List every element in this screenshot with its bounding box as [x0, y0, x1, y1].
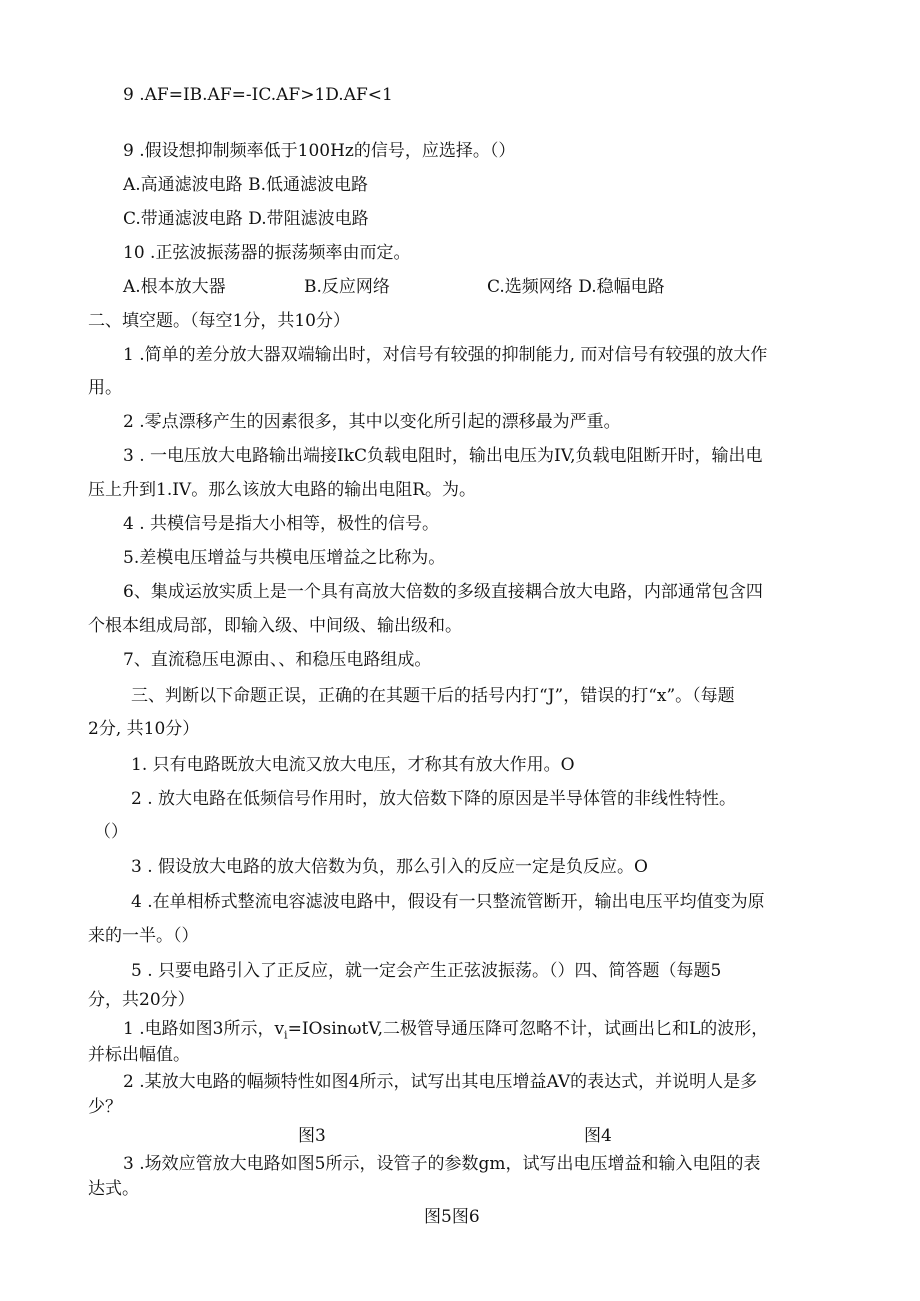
section-3-title-line-2: 2分, 共10分） — [88, 719, 200, 739]
section-3-title-line-1: 三、判断以下命题正误，正确的在其题干后的括号内打“J”，错误的打“x”。（每题 — [131, 686, 735, 706]
short-answer-2-line-1: 2 .某放大电路的幅频特性如图4所示，试写出其电压增益AV的表达式，并说明人是多 — [123, 1072, 758, 1092]
question-10: 10 .正弦波振荡器的振荡频率由而定。 — [123, 243, 411, 263]
short-answer-3-line-1: 3 .场效应管放大电路如图5所示，设管子的参数gm，试写出电压增益和输入电阻的表 — [123, 1154, 761, 1174]
question-10-option-a: A.根本放大器 — [123, 277, 226, 297]
fill-2: 2 .零点漂移产生的因素很多，其中以变化所引起的漂移最为严重。 — [123, 412, 621, 432]
judge-5-line-2: 分，共20分） — [88, 990, 195, 1010]
short-answer-1-suffix: =IOsinωtV,二极管导通压降可忽略不计，试画出匕和L的波形， — [287, 1019, 769, 1039]
question-10-option-b: B.反应网络 — [304, 277, 390, 297]
question-9b: 9 .假设想抑制频率低于100Hz的信号，应选择。（） — [123, 141, 516, 161]
judge-5-line-1: 5 . 只要电路引入了正反应，就一定会产生正弦波振荡。（）四、简答题（每题5 — [131, 961, 722, 981]
short-answer-2-line-2: 少？ — [88, 1097, 122, 1117]
judge-3: 3 . 假设放大电路的放大倍数为负，那么引入的反应一定是负反应。O — [131, 857, 648, 877]
fill-1-line-1: 1 .简单的差分放大器双端输出时，对信号有较强的抑制能力, 而对信号有较强的放大作 — [123, 345, 768, 365]
figure-3-caption: 图3 — [298, 1126, 326, 1146]
fill-4: 4 . 共模信号是指大小相等，极性的信号。 — [123, 514, 440, 534]
fill-1-line-2: 用。 — [88, 378, 122, 398]
question-9b-options-ab: A.高通滤波电路 B.低通滤波电路 — [123, 175, 368, 195]
figure-5-6-caption: 图5图6 — [424, 1207, 480, 1227]
section-2-title: 二、填空题。（每空1分，共10分） — [88, 311, 350, 331]
short-answer-1-prefix: 1 .电路如图3所示，v — [123, 1019, 285, 1039]
judge-2-line-1: 2 . 放大电路在低频信号作用时，放大倍数下降的原因是半导体管的非线性特性。 — [131, 789, 737, 809]
short-answer-1-line-1 — [123, 1019, 769, 1042]
judge-2-line-2: （） — [94, 822, 128, 842]
judge-4-line-1: 4 .在单相桥式整流电容滤波电路中，假设有一只整流管断开，输出电压平均值变为原 — [131, 892, 765, 912]
short-answer-1-line-2: 并标出幅值。 — [88, 1045, 190, 1065]
question-9a-options: 9 .AF=IB.AF=-IC.AF>1D.AF<1 — [123, 85, 393, 105]
fill-3-line-2: 压上升到1.IV。那么该放大电路的输出电阻R。为。 — [88, 480, 477, 500]
question-9b-options-cd: C.带通滤波电路 D.带阻滤波电路 — [123, 209, 369, 229]
fill-5: 5.差模电压增益与共模电压增益之比称为。 — [123, 548, 446, 568]
fill-7: 7、直流稳压电源由、、和稳压电路组成。 — [123, 650, 432, 670]
figure-4-caption: 图4 — [584, 1126, 612, 1146]
fill-6-line-1: 6、集成运放实质上是一个具有高放大倍数的多级直接耦合放大电路，内部通常包含四 — [123, 582, 763, 602]
short-answer-3-line-2: 达式。 — [88, 1179, 139, 1199]
judge-4-line-2: 来的一半。（） — [88, 926, 199, 946]
judge-1: 1. 只有电路既放大电流又放大电压，才称其有放大作用。O — [131, 755, 575, 775]
fill-3-line-1: 3 . 一电压放大电路输出端接IkC负载电阻时，输出电压为IV,负载电阻断开时，输出电 — [123, 446, 763, 466]
fill-6-line-2: 个根本组成局部，即输入级、中间级、输出级和。 — [88, 616, 462, 636]
question-10-options-cd: C.选频网络 D.稳幅电路 — [487, 277, 665, 297]
short-answer-1-subscript: i — [284, 1028, 288, 1042]
